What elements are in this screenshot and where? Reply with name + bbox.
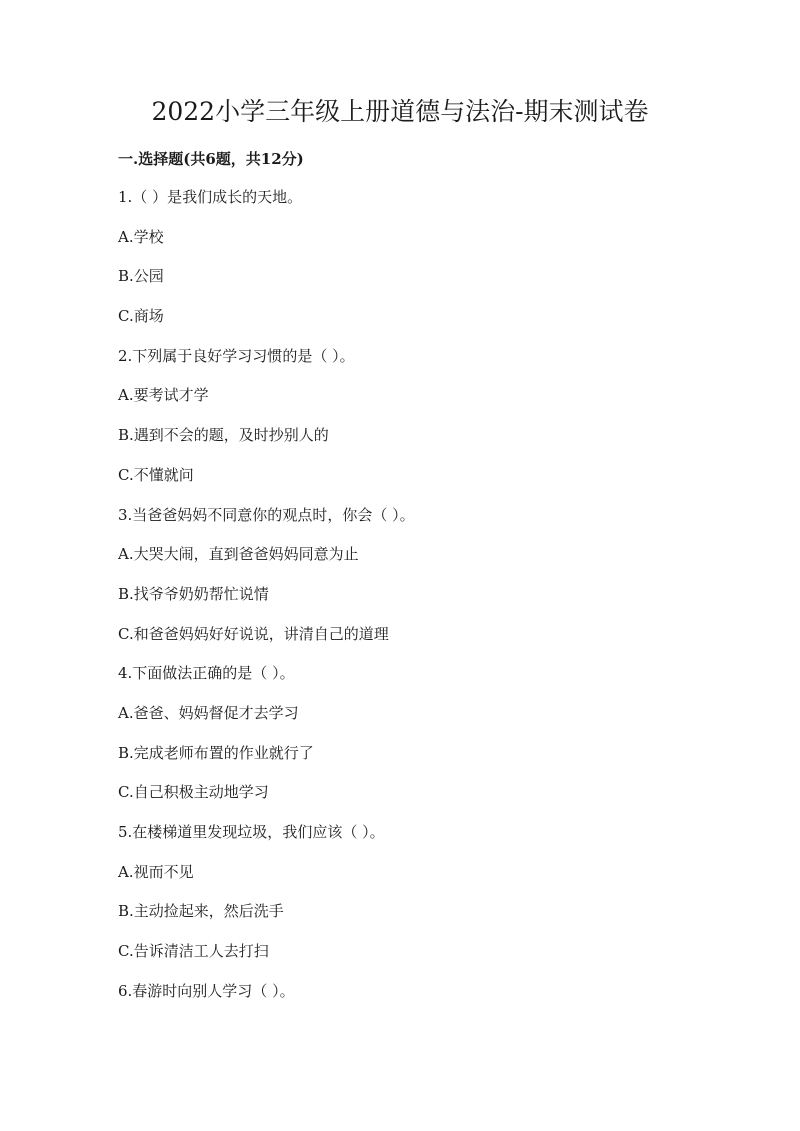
answer-option: C.告诉清洁工人去打扫 [118, 942, 269, 961]
section-heading: 一.选择题(共6题，共12分) [118, 150, 304, 168]
answer-option: B.公园 [118, 267, 164, 286]
answer-option: B.完成老师布置的作业就行了 [118, 743, 314, 762]
answer-option: C.不懂就问 [118, 465, 194, 484]
question-text: 2.下列属于良好学习习惯的是（ ）。 [118, 346, 355, 365]
answer-option: C.商场 [118, 307, 164, 326]
answer-option: B.主动捡起来，然后洗手 [118, 902, 284, 921]
answer-option: C.自己积极主动地学习 [118, 783, 269, 802]
question-text: 4.下面做法正确的是（ ）。 [118, 664, 295, 683]
answer-option: C.和爸爸妈妈好好说说，讲清自己的道理 [118, 624, 389, 643]
answer-option: A.爸爸、妈妈督促才去学习 [118, 703, 299, 722]
question-text: 5.在楼梯道里发现垃圾，我们应该（ ）。 [118, 823, 385, 841]
answer-option: B.找爷爷奶奶帮忙说情 [118, 584, 269, 603]
question-text: 6.春游时向别人学习（ ）。 [118, 981, 295, 1000]
answer-option: A.视而不见 [118, 862, 194, 881]
answer-option: A.大哭大闹，直到爸爸妈妈同意为止 [118, 545, 359, 564]
question-list [118, 183, 738, 1016]
question-text: 1.（ ）是我们成长的天地。 [118, 188, 303, 206]
page-title: 2022小学三年级上册道德与法治-期末测试卷 [151, 97, 649, 126]
answer-option: A.学校 [118, 227, 164, 246]
answer-option: B.遇到不会的题，及时抄别人的 [118, 426, 329, 445]
question-text: 3.当爸爸妈妈不同意你的观点时，你会（ ）。 [118, 505, 415, 524]
answer-option: A.要考试才学 [118, 386, 209, 405]
